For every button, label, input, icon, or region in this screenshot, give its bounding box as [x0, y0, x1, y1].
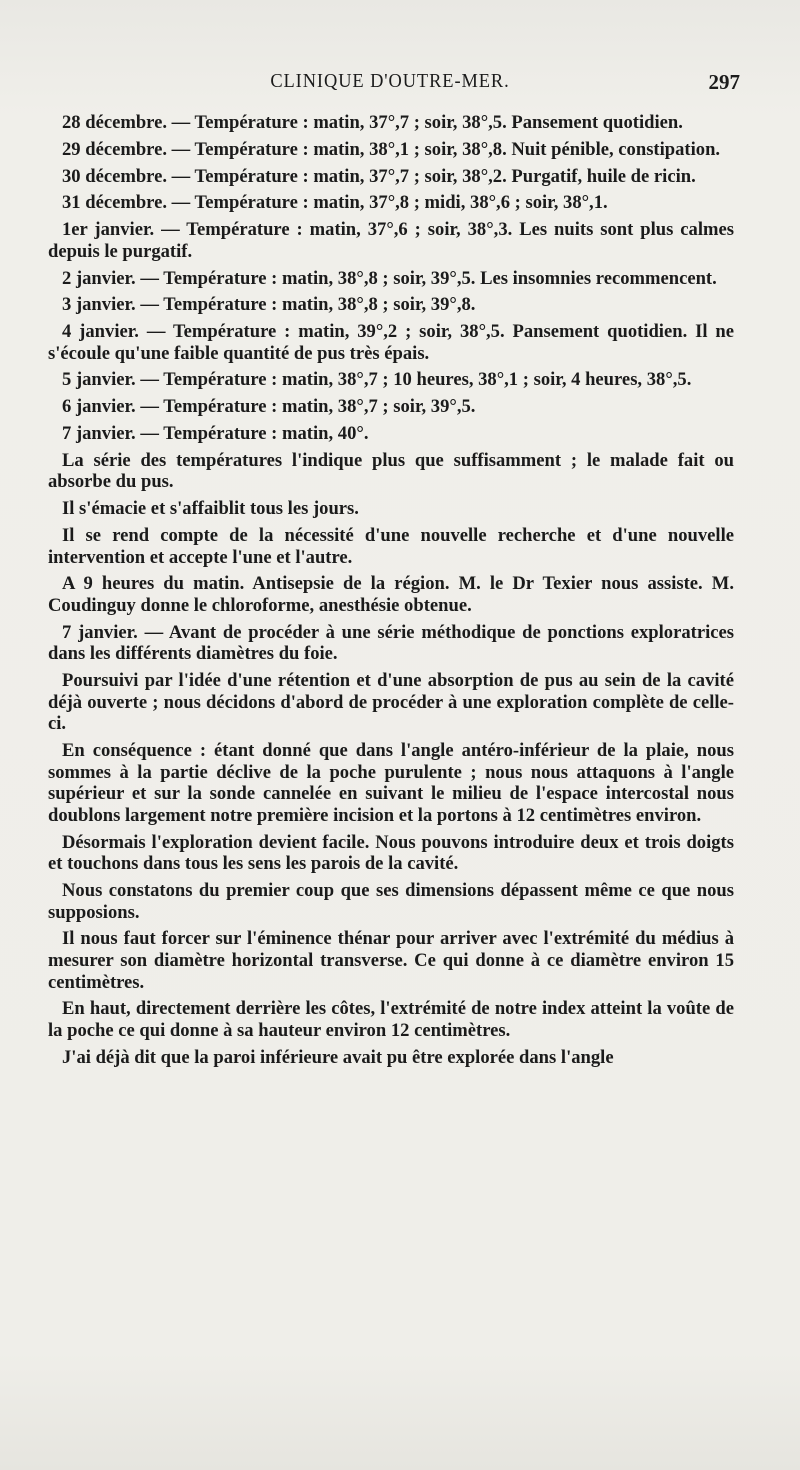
paragraph: 31 décembre. — Température : matin, 37°,8 ; midi, 38°,6 ; soir, 38°,1.: [62, 192, 608, 214]
paragraph: 2 janvier. — Température : matin, 38°,8 ; soir, 39°,5. Les insomnies recommencent.: [62, 267, 717, 289]
paragraph: Il se rend compte de la nécessité d'une nouvelle recherche et d'une nouvelle intervention et accepte l'une et l'autre.: [48, 524, 734, 568]
body-text: [48, 112, 734, 1073]
paragraph: 1er janvier. — Température : matin, 37°,6 ; soir, 38°,3. Les nuits sont plus calmes depuis le purgatif.: [48, 219, 734, 262]
paragraph: La série des températures l'indique plus que suffisamment ; le malade fait ou absorbe du pus.: [48, 449, 734, 493]
paragraph: J'ai déjà dit que la paroi inférieure avait pu être explorée dans l'angle: [62, 1046, 614, 1068]
paragraph: Il nous faut forcer sur l'éminence thénar pour arriver avec l'extrémité du médius à mesurer son diamètre horizontal transverse. Ce qui donne à ce diamètre environ 15 centimètres.: [48, 928, 734, 993]
running-head: [40, 70, 740, 100]
paragraph: 28 décembre. — Température : matin, 37°,7 ; soir, 38°,5. Pansement quotidien.: [62, 112, 683, 133]
paragraph: 4 janvier. — Température : matin, 39°,2 ; soir, 38°,5. Pansement quotidien. Il ne s'écoule qu'une faible quantité de pus très épais.: [48, 321, 734, 364]
paragraph: En conséquence : étant donné que dans l'angle antéro-inférieur de la plaie, nous sommes à la partie déclive de la poche purulente ; nous nous attaquons à l'angle supérieur et sur la sonde cannelée en suivant le milieu de l'espace intercostal nous doublons largement notre première incision et la portons à 12 centimètres environ.: [48, 740, 734, 826]
paragraph: Nous constatons du premier coup que ses dimensions dépassent même ce que nous supposions.: [48, 879, 734, 923]
paragraph: A 9 heures du matin. Antisepsie de la région. M. le Dr Texier nous assiste. M. Coudinguy donne le chloroforme, anesthésie obtenue.: [48, 573, 734, 616]
paragraph: 29 décembre. — Température : matin, 38°,1 ; soir, 38°,8. Nuit pénible, constipation.: [62, 138, 721, 160]
paragraph: 6 janvier. — Température : matin, 38°,7 ; soir, 39°,5.: [62, 396, 476, 418]
paragraph: 5 janvier. — Température : matin, 38°,7 ; 10 heures, 38°,1 ; soir, 4 heures, 38°,5.: [62, 369, 692, 391]
page-number: 297: [708, 70, 740, 94]
paragraph: Désormais l'exploration devient facile. Nous pouvons introduire deux et trois doigts et touchons dans tous les sens les parois de la cavité.: [48, 831, 734, 875]
paragraph: 7 janvier. — Température : matin, 40°.: [62, 423, 369, 444]
paragraph: Il s'émacie et s'affaiblit tous les jours.: [62, 498, 359, 520]
paragraph: En haut, directement derrière les côtes, l'extrémité de notre index atteint la voûte de la poche ce qui donne à sa hauteur environ 12 centimètres.: [48, 998, 734, 1041]
paragraph: 30 décembre. — Température : matin, 37°,7 ; soir, 38°,2. Purgatif, huile de ricin.: [62, 165, 696, 187]
paragraph: 3 janvier. — Température : matin, 38°,8 ; soir, 39°,8.: [62, 294, 476, 316]
paragraph: Poursuivi par l'idée d'une rétention et d'une absorption de pus au sein de la cavité déjà ouverte ; nous décidons d'abord de procéder à une exploration complète de celle-ci.: [48, 670, 734, 735]
paragraph: 7 janvier. — Avant de procéder à une série méthodique de ponctions exploratrices dans les différents diamètres du foie.: [48, 621, 734, 665]
running-title: CLINIQUE D'OUTRE-MER.: [270, 70, 510, 92]
